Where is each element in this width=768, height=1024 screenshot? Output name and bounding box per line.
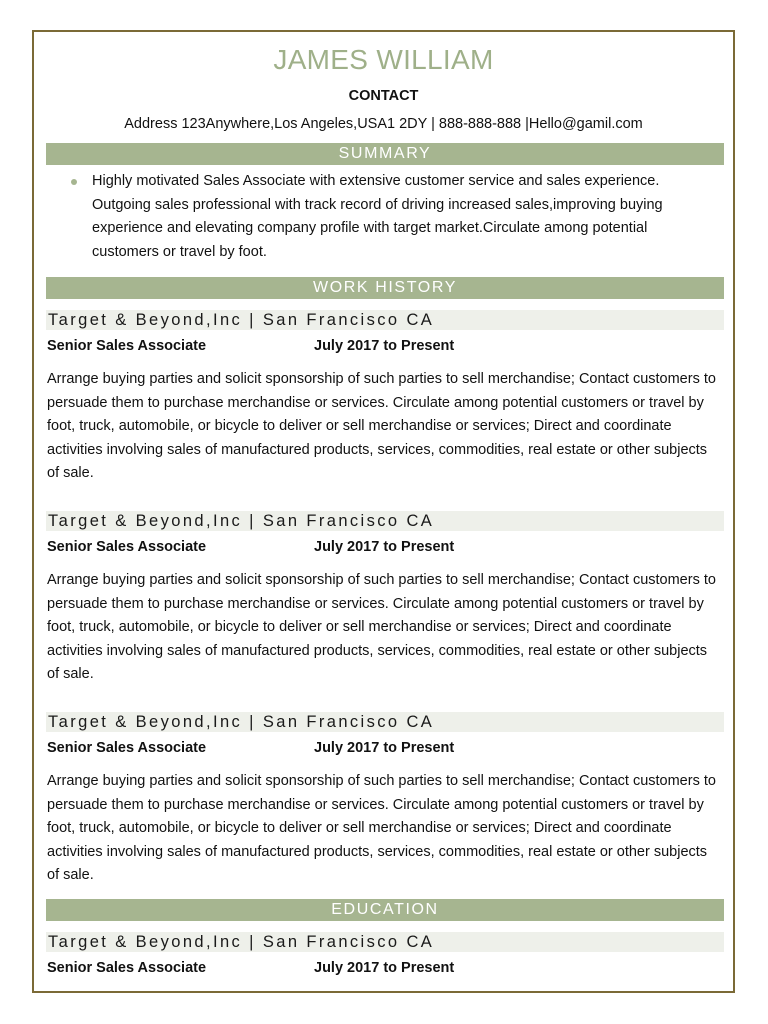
job-company: Target & Beyond,Inc | San Francisco CA [46, 511, 724, 531]
job-title: Senior Sales Associate [47, 539, 207, 555]
job-title: Senior Sales Associate [47, 338, 207, 354]
job-description: Arrange buying parties and solicit sponsorship of such parties to sell merchandise; Contact customers to persuade them to purchase merchandise or services. Circulate among potential customers or travel by foot, truck, automobile, or bicycle to deliver or sell merchandise or services; Direct and coordinate activities involving sales of manufactured products, services, commodities, real estate or other subjects of sale. [47, 773, 716, 883]
job-company: Target & Beyond,Inc | San Francisco CA [46, 712, 724, 732]
job-description: Arrange buying parties and solicit sponsorship of such parties to sell merchandise; Contact customers to persuade them to purchase merchandise or services. Circulate among potential customers or travel by foot, truck, automobile, or bicycle to deliver or sell merchandise or services; Direct and coordinate activities involving sales of manufactured products, services, commodities, real estate or other subjects of sale. [47, 371, 716, 481]
resume-page [32, 30, 735, 993]
job-dates: July 2017 to Present [314, 539, 455, 555]
job-dates: July 2017 to Present [314, 338, 455, 354]
work-history-section-header: WORK HISTORY [46, 277, 724, 299]
bullet-icon [71, 179, 77, 185]
summary-section-header: SUMMARY [46, 143, 724, 165]
contact-heading: CONTACT [348, 88, 419, 104]
contact-details: Address 123Anywhere,Los Angeles,USA1 2DY | 888-888-888 |Hello@gamil.com [124, 116, 643, 132]
summary-bullet: Highly motivated Sales Associate with extensive customer service and sales experience. Outgoing sales professional with track record of driving increased sales,improving buying experience and elevating company profile with target market.Circulate among potential customers or travel by foot. [92, 173, 663, 260]
education-title: Senior Sales Associate [47, 960, 207, 976]
job-description: Arrange buying parties and solicit sponsorship of such parties to sell merchandise; Contact customers to persuade them to purchase merchandise or services. Circulate among potential customers or travel by foot, truck, automobile, or bicycle to deliver or sell merchandise or services; Direct and coordinate activities involving sales of manufactured products, services, commodities, real estate or other subjects of sale. [47, 572, 716, 682]
candidate-name: JAMES WILLIAM [273, 44, 494, 75]
education-dates: July 2017 to Present [314, 960, 455, 976]
job-dates: July 2017 to Present [314, 740, 455, 756]
job-title: Senior Sales Associate [47, 740, 207, 756]
education-section-header: EDUCATION [46, 899, 724, 921]
job-company: Target & Beyond,Inc | San Francisco CA [46, 310, 724, 330]
education-institution: Target & Beyond,Inc | San Francisco CA [46, 932, 724, 952]
